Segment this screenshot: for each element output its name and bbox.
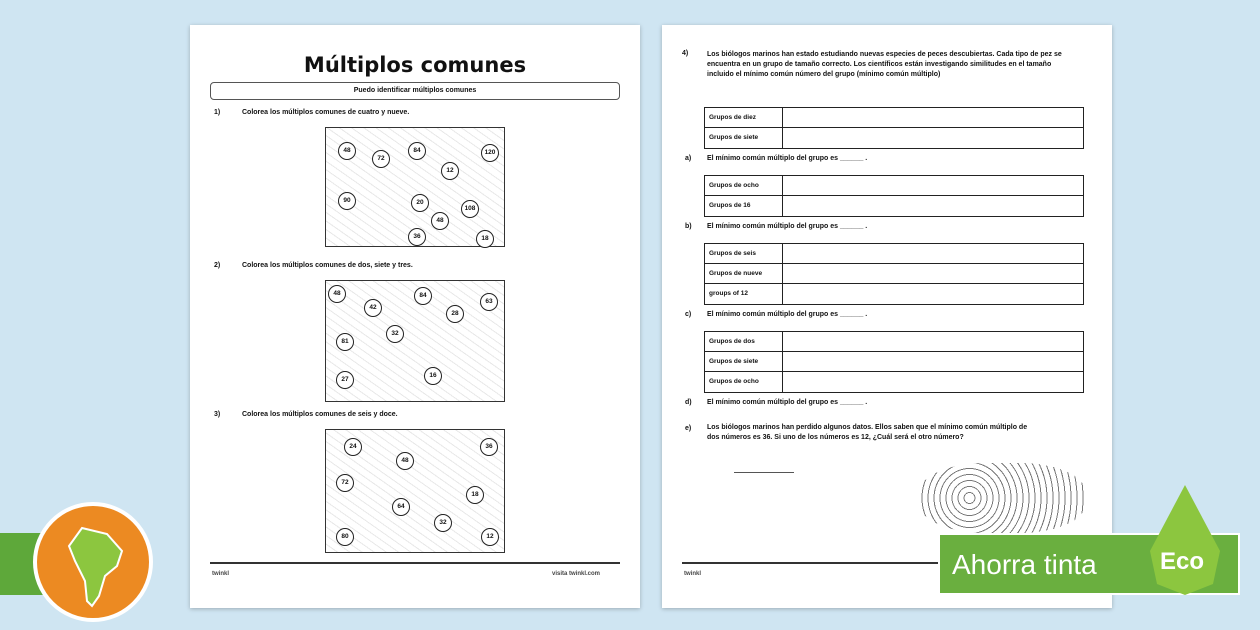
group-table [704, 243, 1084, 305]
number-circle[interactable]: 36 [480, 438, 498, 456]
row-label: Grupos de ocho [705, 176, 783, 195]
number-circle[interactable]: 36 [408, 228, 426, 246]
number-circle[interactable]: 32 [386, 325, 404, 343]
group-table [704, 331, 1084, 393]
row-label: groups of 12 [705, 284, 783, 304]
number-circle[interactable]: 24 [344, 438, 362, 456]
row-label: Grupos de seis [705, 244, 783, 263]
label: b) [685, 223, 692, 230]
number-circle[interactable]: 48 [431, 212, 449, 230]
number-circle[interactable]: 84 [408, 142, 426, 160]
number-circle[interactable]: 63 [480, 293, 498, 311]
footer-logo: twinkl [684, 571, 702, 577]
answer-text: El mínimo común múltiplo del grupo es ______ . [707, 155, 868, 162]
number-circle[interactable]: 108 [461, 200, 479, 218]
coloring-picture-1 [325, 127, 505, 247]
eco-label: Eco [1160, 548, 1205, 575]
question-number: 1) [214, 109, 221, 116]
question-1 [214, 109, 410, 116]
answer-text: El mínimo común múltiplo del grupo es ______ . [707, 311, 868, 318]
number-circle[interactable]: 72 [336, 474, 354, 492]
badge-text: Ahorra tinta [952, 549, 1097, 580]
question-number: 3) [214, 411, 221, 418]
question-3 [214, 411, 398, 418]
number-circle[interactable]: 84 [414, 287, 432, 305]
number-circle[interactable]: 32 [434, 514, 452, 532]
leaf-icon [1150, 485, 1220, 595]
page-title: Múltiplos comunes [303, 53, 527, 77]
row-label: Grupos de 16 [705, 196, 783, 216]
number-circle[interactable]: 16 [424, 367, 442, 385]
table-row[interactable] [705, 372, 1083, 392]
answer-line[interactable] [734, 472, 794, 473]
group-table [704, 107, 1084, 149]
answer-line [685, 223, 868, 230]
row-label: Grupos de ocho [705, 372, 783, 392]
table-row[interactable] [705, 264, 1083, 284]
answer-text: El mínimo común múltiplo del grupo es ______ . [707, 223, 868, 230]
footer-url: visita twinkl.com [551, 571, 600, 577]
table-row[interactable] [705, 352, 1083, 372]
label: d) [685, 399, 692, 406]
label: e) [685, 425, 692, 432]
south-america-globe-icon [33, 502, 153, 622]
table-row[interactable] [705, 244, 1083, 264]
answer-line [685, 399, 868, 406]
number-circle[interactable]: 120 [481, 144, 499, 162]
table-row[interactable] [705, 128, 1083, 148]
learning-objective: Puedo identificar múltiplos comunes [210, 82, 620, 100]
question-4-text: Los biólogos marinos han estado estudiando nuevas especies de peces descubiertas. Cada tipo de pez se encuentra en un grupo de tamaño correcto. Los científicos están investigando similitudes en el tamaño incluido el mínimo común número del grupo (mínimo común múltiplo) [707, 51, 1062, 78]
footer-divider [210, 562, 620, 564]
group-table [704, 175, 1084, 217]
number-circle[interactable]: 20 [411, 194, 429, 212]
number-circle[interactable]: 42 [364, 299, 382, 317]
number-circle[interactable]: 48 [338, 142, 356, 160]
row-label: Grupos de siete [705, 128, 783, 148]
footer-logo: twinkl [212, 571, 230, 577]
answer-text: El mínimo común múltiplo del grupo es ______ . [707, 399, 868, 406]
question-e-text: Los biólogos marinos han perdido algunos datos. Ellos saben que el mínimo común múltiplo de dos números es 36. Si uno de los números es 12, ¿Cuál será el otro número? [707, 424, 1028, 441]
fish-illustration [920, 463, 1085, 533]
question-2 [214, 262, 413, 269]
label: a) [685, 155, 692, 162]
coloring-picture-2 [325, 280, 505, 402]
question-text: Colorea los múltiplos comunes de dos, siete y tres. [242, 262, 413, 269]
table-row[interactable] [705, 196, 1083, 216]
number-circle[interactable]: 28 [446, 305, 464, 323]
answer-line [685, 155, 868, 162]
number-circle[interactable]: 12 [441, 162, 459, 180]
number-circle[interactable]: 80 [336, 528, 354, 546]
label: c) [685, 311, 692, 318]
question-text: Colorea los múltiplos comunes de seis y doce. [242, 411, 398, 418]
number-circle[interactable]: 64 [392, 498, 410, 516]
row-label: Grupos de dos [705, 332, 783, 351]
worksheet-page-1 [190, 25, 640, 608]
number-circle[interactable]: 90 [338, 192, 356, 210]
question-number: 4) [682, 50, 689, 57]
answer-line [685, 311, 868, 318]
number-circle[interactable]: 81 [336, 333, 354, 351]
number-circle[interactable]: 27 [336, 371, 354, 389]
row-label: Grupos de diez [705, 108, 783, 127]
number-circle[interactable]: 48 [396, 452, 414, 470]
number-circle[interactable]: 72 [372, 150, 390, 168]
coloring-picture-3 [325, 429, 505, 553]
table-row[interactable] [705, 332, 1083, 352]
table-row[interactable] [705, 284, 1083, 304]
number-circle[interactable]: 12 [481, 528, 499, 546]
question-number: 2) [214, 262, 221, 269]
number-circle[interactable]: 48 [328, 285, 346, 303]
row-label: Grupos de siete [705, 352, 783, 371]
question-text: Colorea los múltiplos comunes de cuatro y nueve. [242, 109, 410, 116]
table-row[interactable] [705, 176, 1083, 196]
number-circle[interactable]: 18 [466, 486, 484, 504]
row-label: Grupos de nueve [705, 264, 783, 283]
table-row[interactable] [705, 108, 1083, 128]
number-circle[interactable]: 18 [476, 230, 494, 248]
